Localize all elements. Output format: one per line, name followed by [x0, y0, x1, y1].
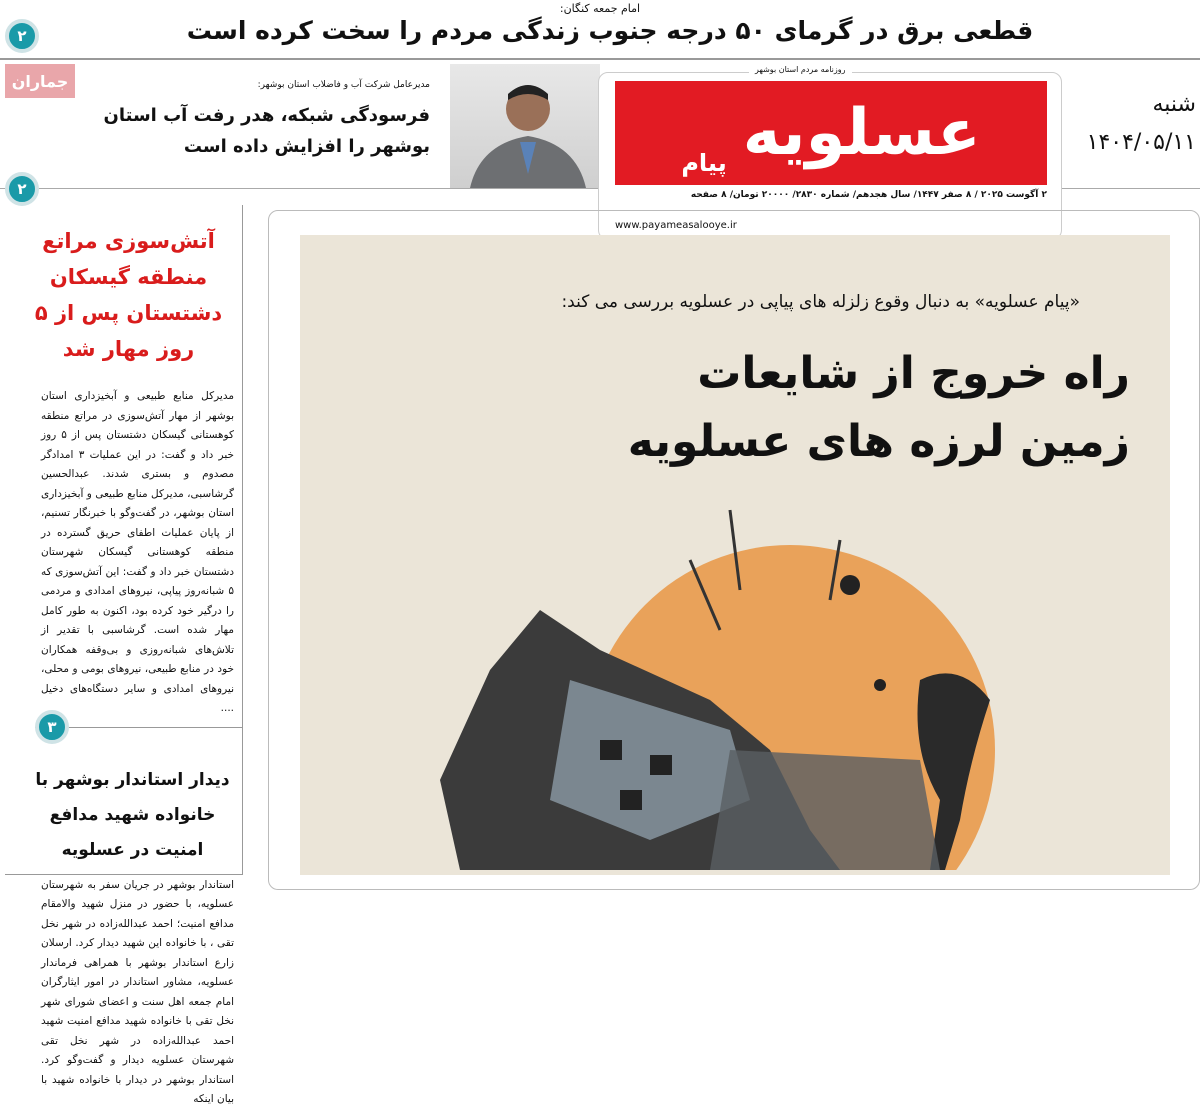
- page-badge: ۲: [5, 19, 39, 53]
- earthquake-illustration: [400, 500, 1060, 870]
- watermark: جماران: [5, 64, 75, 98]
- top-kicker: امام جمعه کنگان:: [559, 2, 641, 15]
- top-headline[interactable]: قطعی برق در گرمای ۵۰ درجه جنوب زندگی مردم را سخت کرده است: [186, 16, 1034, 45]
- website-link[interactable]: www.payameasalooye.ir: [615, 220, 737, 231]
- story1-body: مدیرکل منابع طبیعی و آبخیزداری استان بوشهر از مهار آتش‌سوزی در مراتع منطقه کوهستانی گیسکان دشتستان پس از ۵ روز خبر داد و گفت: در این عملیات ۳ امدادگر مصدوم و بستری شدند. عبدالحسین گرشاسبی، مدیرکل منابع طبیعی و آبخیزداری استان بوشهر، در گفت‌وگو با خبرنگار تسنیم، از پایان عملیات اطفای حریق گسترده در منطقه کوهستانی گیسکان شهرستان دشتستان خبر داد و گفت: این آتش‌سوزی که ۵ شبانه‌روز پیاپی، نیروهای امدادی و مردمی را درگیر خود کرده بود، اکنون به طور کامل مهار شده است. گرشاسبی با تقدیر از تلاش‌های شبانه‌روزی و بی‌وقفه همکاران خود در منابع طبیعی، نیروهای بومی و محلی، نیروهای امدادی و سایر دستگاه‌های دخیل ....: [41, 390, 234, 714]
- story2-headline[interactable]: دیدار استاندار بوشهر با خانواده شهید مدافع امنیت در عسلویه: [35, 769, 230, 860]
- water-headline[interactable]: فرسودگی شبکه، هدر رفت آب استان بوشهر را افزایش داده است: [103, 105, 430, 157]
- story1-headline[interactable]: آتش‌سوزی مراتع منطقه گیسکان دشتستان پس از ۵ روز مهار شد: [34, 229, 223, 361]
- issue-date: ۱۴۰۴/۰۵/۱۱: [1086, 130, 1196, 155]
- masthead-tagline: روزنامه مردم استان بوشهر: [749, 65, 852, 74]
- water-kicker: مدیرعامل شرکت آب و فاضلاب استان بوشهر:: [257, 80, 430, 90]
- manager-photo: [450, 64, 600, 188]
- story2-body: استاندار بوشهر در جریان سفر به شهرستان عسلویه، با حضور در منزل شهید والامقام مدافع امنیت؛ احمد عبدالله‌زاده در شهر نخل تقی ، با خانواده این شهید دیدار کرد. ارسلان زارع استاندار بوشهر با همراهی فرماندار عسلویه، مشاور استاندار در امور ایثارگران امام جمعه اهل سنت و اعضای شورای شهر نخل تقی با خانواده شهید مدافع امنیت شهید احمد عبدالله‌زاده در شهر نخل تقی شهرستان عسلویه دیدار و گفت‌وگو کرد. استاندار بوشهر در دیدار با خانواده شهید با بیان اینکه: [41, 878, 234, 1105]
- divider: [0, 58, 1200, 60]
- day-name: شنبه: [1152, 92, 1196, 117]
- divider: [35, 717, 242, 763]
- main-headline-line1: راه خروج از شایعات: [697, 348, 1130, 399]
- logo-name: عسلویه: [742, 96, 981, 170]
- page-badge: ۳: [35, 710, 69, 744]
- issue-info: ۲ آگوست ۲۰۲۵ / ۸ صفر ۱۴۴۷/ سال هجدهم/ شماره ۲۸۳۰/ ۲۰۰۰۰ تومان/ ۸ صفحه: [690, 190, 1047, 200]
- main-headline[interactable]: [420, 340, 1130, 476]
- sidebar: [5, 205, 243, 1105]
- page-badge: ۲: [5, 172, 39, 206]
- logo-prefix: پیام: [681, 149, 727, 177]
- main-lead: «پیام عسلویه» به دنبال وقوع زلزله های پیاپی در عسلویه بررسی می کند:: [561, 292, 1080, 312]
- main-headline-line2: زمین لرزه های عسلویه: [627, 416, 1130, 467]
- logo: [615, 81, 1047, 185]
